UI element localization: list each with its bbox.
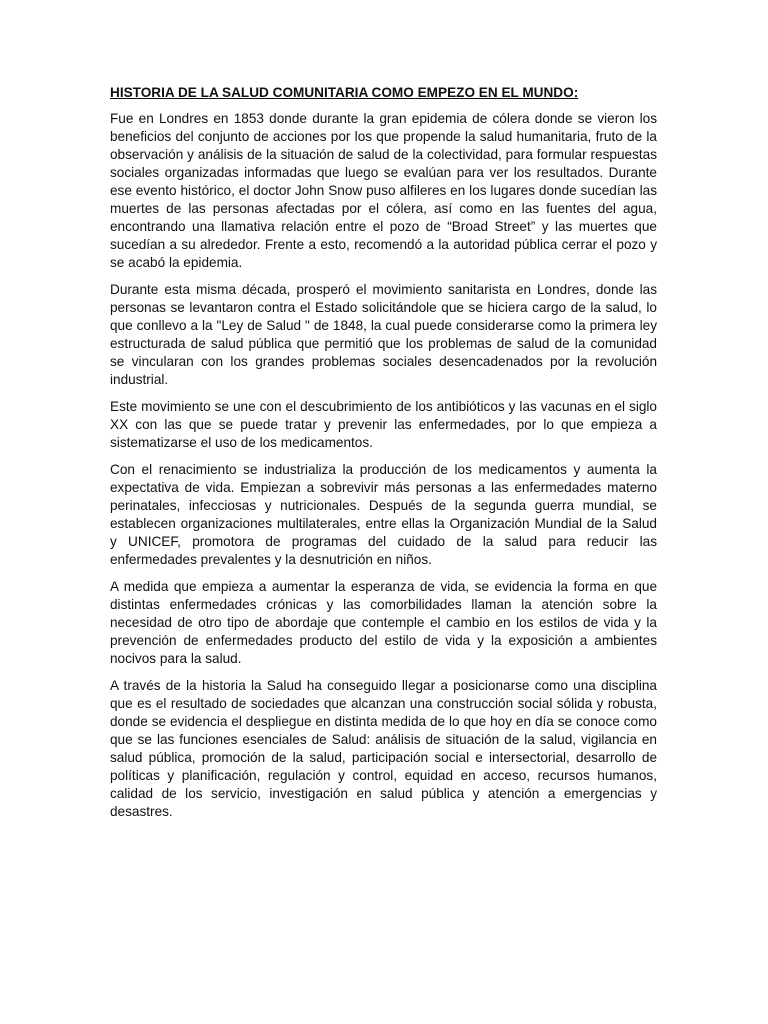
paragraph-5: A medida que empieza a aumentar la esperanza de vida, se evidencia la forma en que distintas enfermedades crónicas y las comorbilidades llaman la atención sobre la necesidad de otro tipo de abordaje que contemple el cambio en los estilos de vida y la prevención de enfermedades producto del estilo de vida y la exposición a ambientes nocivos para la salud. [110, 579, 657, 666]
paragraph-2: Durante esta misma década, prosperó el movimiento sanitarista en Londres, donde las personas se levantaron contra el Estado solicitándole que se hiciera cargo de la salud, lo que conllevo a la "Ley de Salud " de 1848, la cual puede considerarse como la primera ley estructurada de salud pública que permitió que los problemas de salud de la comunidad se vincularan con los grandes problemas sociales desencadenados por la revolución industrial. [110, 282, 657, 387]
document-body [110, 84, 657, 830]
paragraph-1: Fue en Londres en 1853 donde durante la gran epidemia de cólera donde se vieron los beneficios del conjunto de acciones por los que propende la salud humanitaria, fruto de la observación y análisis de la situación de salud de la colectividad, para formular respuestas sociales organizadas informadas que luego se evalúan para ver los resultados. Durante ese evento histórico, el doctor John Snow puso alfileres en los lugares donde sucedían las muertes de las personas afectadas por el cólera, así como en las fuentes del agua, encontrando una llamativa relación entre el pozo de “Broad Street” y las muertes que sucedían a su alrededor. Frente a esto, recomendó a la autoridad pública cerrar el pozo y se acabó la epidemia. [110, 111, 657, 270]
paragraph-3: Este movimiento se une con el descubrimiento de los antibióticos y las vacunas en el siglo XX con las que se puede tratar y prevenir las enfermedades, por lo que empieza a sistematizarse el uso de los medicamentos. [110, 399, 657, 450]
document-title: HISTORIA DE LA SALUD COMUNITARIA COMO EMPEZO EN EL MUNDO: [110, 85, 579, 100]
paragraph-6: A través de la historia la Salud ha conseguido llegar a posicionarse como una disciplina que es el resultado de sociedades que alcanzan una construcción social sólida y robusta, donde se evidencia el despliegue en distinta medida de lo que hoy en día se conoce como que se las funciones esenciales de Salud: análisis de situación de la salud, vigilancia en salud pública, promoción de la salud, participación social e intersectorial, desarrollo de políticas y planificación, regulación y control, equidad en acceso, recursos humanos, calidad de los servicio, investigación en salud pública y atención a emergencias y desastres. [110, 678, 657, 819]
paragraph-4: Con el renacimiento se industrializa la producción de los medicamentos y aumenta la expectativa de vida. Empiezan a sobrevivir más personas a las enfermedades materno perinatales, infecciosas y nutricionales. Después de la segunda guerra mundial, se establecen organizaciones multilaterales, entre ellas la Organización Mundial de la Salud y UNICEF, promotora de programas del cuidado de la salud para reducir las enfermedades prevalentes y la desnutrición en niños. [110, 462, 657, 567]
